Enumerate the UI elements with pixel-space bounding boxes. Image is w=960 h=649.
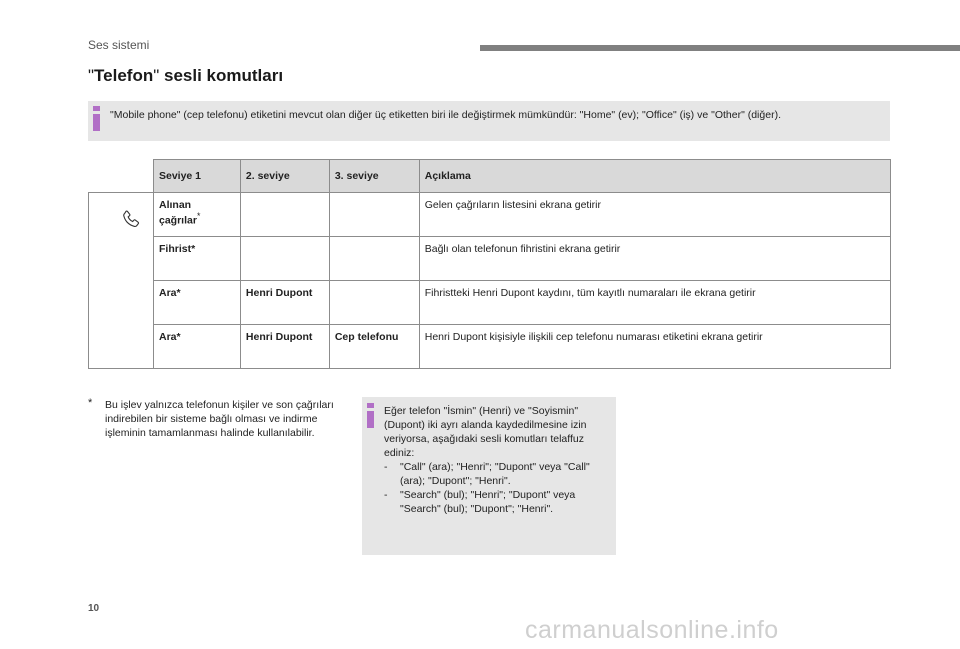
header-level2: 2. seviye	[240, 160, 329, 193]
tip-text	[384, 404, 612, 516]
page-title	[88, 66, 283, 86]
footnote-marker: *	[176, 331, 181, 343]
cell-level1-text: Ara	[158, 331, 177, 343]
cell-description: Fihristteki Henri Dupont kaydını, tüm kayıtlı numaraları ile ekrana getirir	[419, 281, 890, 325]
table-row	[89, 325, 891, 369]
cell-level1	[153, 325, 240, 369]
cell-level1	[153, 237, 240, 281]
info-text: "Mobile phone" (cep telefonu) etiketini mevcut olan diğer üç etiketten biri ile değiştirmek mümkündür: "Home" (ev); "Office" (iş) ve "Other" (diğer).	[110, 109, 781, 121]
title-word: Telefon	[94, 66, 154, 85]
watermark: carmanualsonline.info	[525, 616, 779, 644]
list-item-text: "Search" (bul); "Henri"; "Dupont" veya "Search" (bul); "Dupont"; "Henri".	[400, 489, 576, 515]
list-item	[384, 488, 612, 516]
table-row	[89, 237, 891, 281]
info-icon	[92, 106, 104, 132]
tip-intro: Eğer telefon "İsmin" (Henri) ve "Soyismin" (Dupont) iki ayrı alanda kaydedilmesine izin veriyorsa, aşağıdaki sesli komutları telaffuz ediniz:	[384, 405, 587, 459]
cell-level1-text: Ara	[158, 287, 177, 299]
header-level1: Seviye 1	[153, 160, 240, 193]
cell-level2	[240, 237, 329, 281]
footnote-star: *	[88, 397, 93, 409]
list-dash: -	[384, 489, 388, 501]
cell-description: Bağlı olan telefonun fihristini ekrana getirir	[419, 237, 890, 281]
header-level3: 3. seviye	[329, 160, 419, 193]
title-rest: sesli komutları	[159, 66, 284, 85]
section-label: Ses sistemi	[88, 38, 150, 52]
table-row	[89, 281, 891, 325]
list-item	[384, 460, 612, 488]
info-icon	[366, 403, 378, 429]
cell-level1-text: Fihrist	[158, 243, 192, 255]
cell-level3	[329, 193, 419, 237]
cell-level3	[329, 237, 419, 281]
list-item-text: "Call" (ara); "Henri"; "Dupont" veya "Call" (ara); "Dupont"; "Henri".	[400, 461, 590, 487]
cell-level2: Henri Dupont	[240, 281, 329, 325]
footnote-marker: *	[176, 287, 181, 299]
header-bar	[480, 45, 960, 51]
voice-command-table	[88, 159, 891, 369]
cell-level2: Henri Dupont	[240, 325, 329, 369]
page-number: 10	[88, 603, 100, 614]
title-quote-open: "	[88, 66, 95, 85]
cell-level1	[153, 281, 240, 325]
cell-level2	[240, 193, 329, 237]
phone-icon-cell	[89, 193, 154, 369]
table-header-row	[89, 160, 891, 193]
footnote-marker: *	[196, 211, 201, 221]
footnote-marker: *	[191, 243, 196, 255]
phone-icon	[120, 209, 142, 231]
cell-level3: Cep telefonu	[329, 325, 419, 369]
cell-description: Henri Dupont kişisiyle ilişkili cep telefonu numarası etiketini ekrana getirir	[419, 325, 890, 369]
cell-level3	[329, 281, 419, 325]
footnote-text: Bu işlev yalnızca telefonun kişiler ve son çağrıları indirebilen bir sisteme bağlı olması ve indirme işleminin tamamlanması halinde kullanılabilir.	[105, 399, 334, 439]
header-description: Açıklama	[419, 160, 890, 193]
table-row	[89, 193, 891, 237]
cell-level1	[153, 193, 240, 237]
cell-description: Gelen çağrıların listesini ekrana getirir	[419, 193, 890, 237]
list-dash: -	[384, 461, 388, 473]
header-blank	[89, 160, 154, 193]
tip-list	[384, 460, 612, 516]
cell-level1-text: Alınan çağrılar	[158, 199, 197, 227]
title-quote-close: "	[153, 66, 160, 85]
